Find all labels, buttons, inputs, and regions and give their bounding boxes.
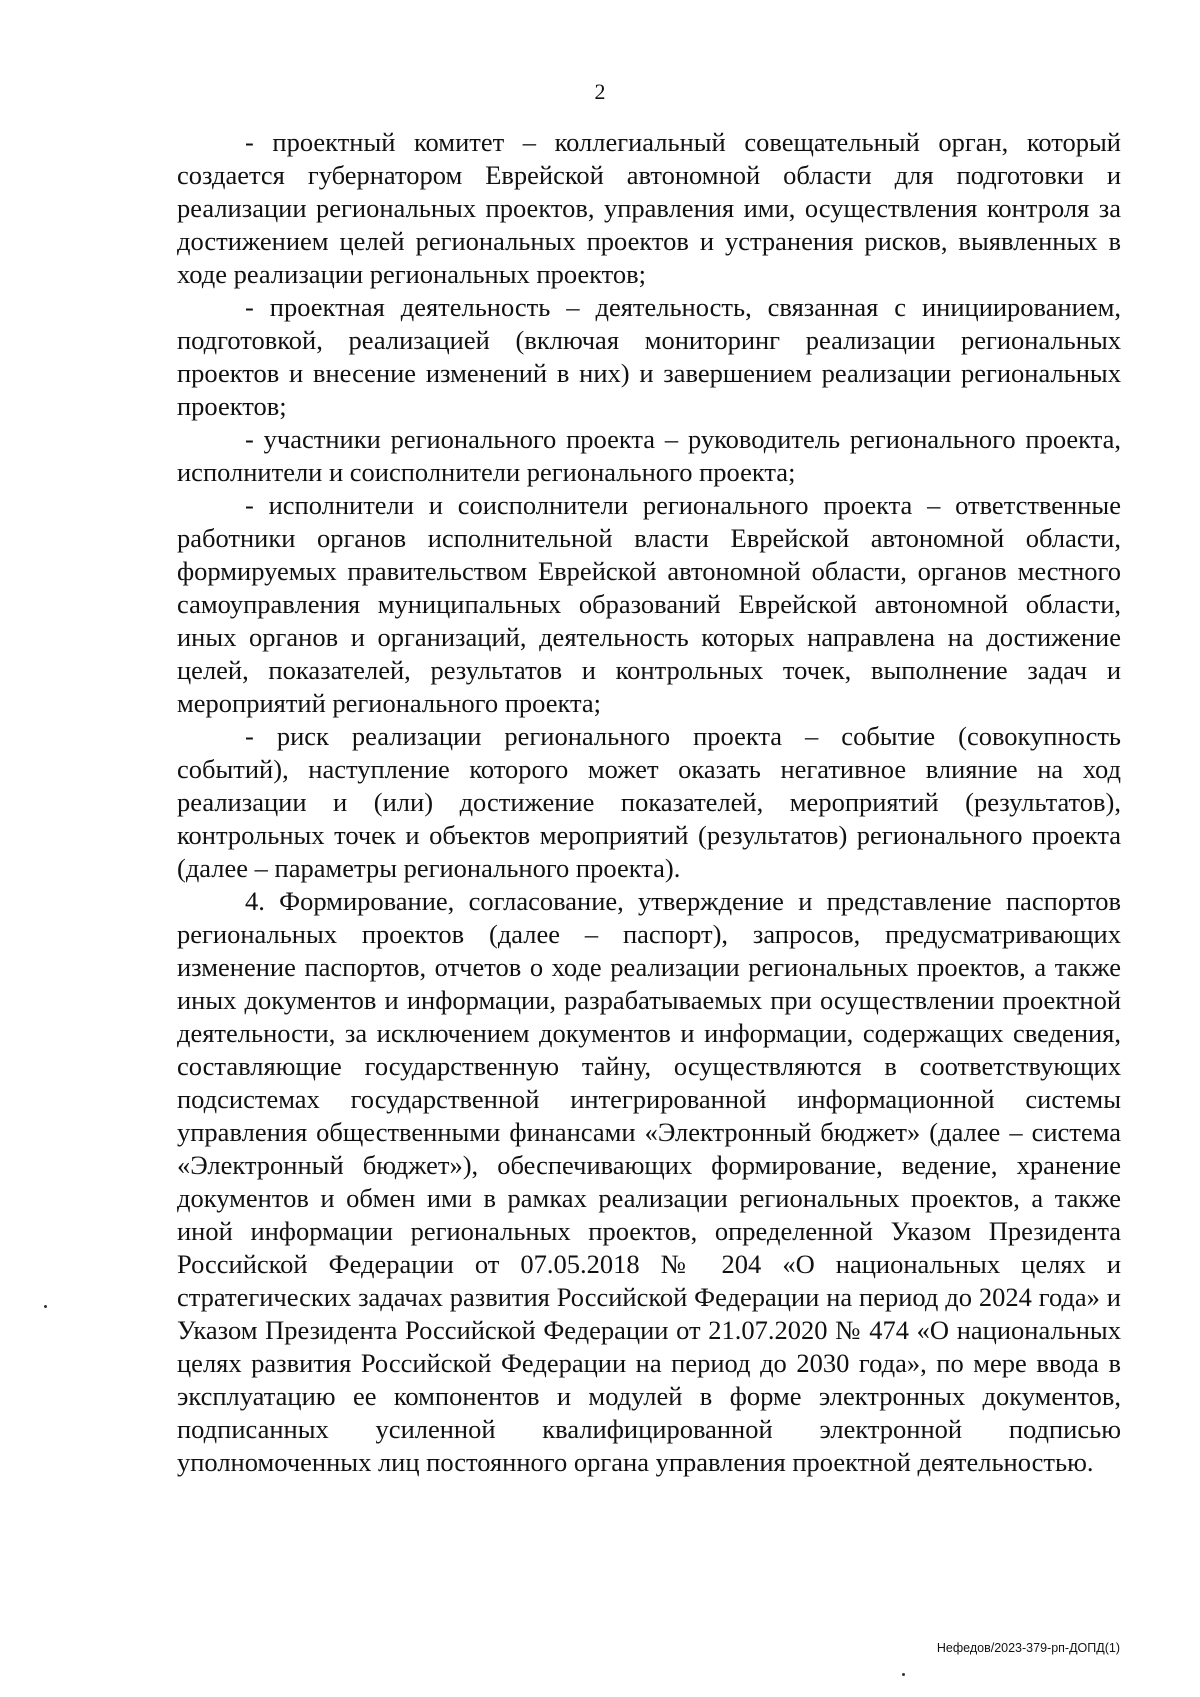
document-body bbox=[177, 126, 1121, 1479]
paragraph-project-risk: - риск реализации регионального проекта – событие (совокупность событий), наступление которого может оказать негативное влияние на ход реализации и (или) достижение показателей, мероприятий (результатов), контрольных точек и объектов мероприятий (результатов) регионального проекта (далее – параметры регионального проекта). bbox=[177, 721, 1121, 883]
paragraph-project-participants: - участники регионального проекта – руководитель регионального проекта, исполнители и соисполнители регионального проекта; bbox=[177, 424, 1121, 487]
paragraph-project-activity: - проектная деятельность – деятельность, связанная с инициированием, подготовкой, реализацией (включая мониторинг реализации региональных проектов и внесение изменений в них) и завершением реализации региональных проектов; bbox=[177, 292, 1121, 421]
scan-speck bbox=[44, 1305, 47, 1308]
scan-speck bbox=[902, 1673, 905, 1676]
paragraph-project-committee: - проектный комитет – коллегиальный совещательный орган, который создается губернатором Еврейской автономной области для подготовки и реализации региональных проектов, управления ими, осуществления контроля за достижением целей региональных проектов и устранения рисков, выявленных в ходе реализации региональных проектов; bbox=[177, 127, 1121, 289]
paragraph-item-4: 4. Формирование, согласование, утверждение и представление паспортов региональных проектов (далее – паспорт), запросов, предусматривающих изменение паспортов, отчетов о ходе реализации региональных проектов, а также иных документов и информации, разрабатываемых при осуществлении проектной деятельности, за исключением документов и информации, содержащих сведения, составляющие государственную тайну, осуществляются в соответствующих подсистемах государственной интегрированной информационной системы управления общественными финансами «Электронный бюджет» (далее – система «Электронный бюджет»), обеспечивающих формирование, ведение, хранение документов и обмен ими в рамках реализации региональных проектов, а также иной информации региональных проектов, определенной Указом Президента Российской Федерации от 07.05.2018 № 204 «О национальных целях и стратегических задачах развития Российской Федерации на период до 2024 года» и Указом Президента Российской Федерации от 21.07.2020 № 474 «О национальных целях развития Российской Федерации на период до 2030 года», по мере ввода в эксплуатацию ее компонентов и модулей в форме электронных документов, подписанных усиленной квалифицированной электронной подписью уполномоченных лиц постоянного органа управления проектной деятельностью. bbox=[177, 886, 1121, 1477]
document-code: Нефедов/2023-379-рп-ДОПД(1) bbox=[936, 1641, 1120, 1655]
paragraph-executors: - исполнители и соисполнители регионального проекта – ответственные работники органов исполнительной власти Еврейской автономной области, формируемых правительством Еврейской автономной области, органов местного самоуправления муниципальных образований Еврейской автономной области, иных органов и организаций, деятельность которых направлена на достижение целей, показателей, результатов и контрольных точек, выполнение задач и мероприятий регионального проекта; bbox=[177, 490, 1121, 718]
page-number: 2 bbox=[594, 79, 606, 104]
